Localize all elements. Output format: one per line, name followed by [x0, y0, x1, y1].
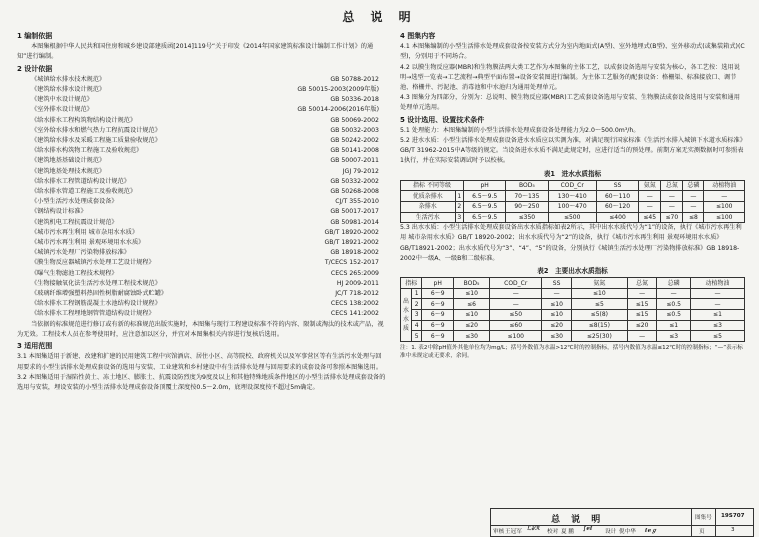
- table2-row-number: 1: [412, 288, 422, 299]
- section-4-heading: 4 图集内容: [400, 32, 436, 40]
- page-title: 总 说 明: [342, 10, 417, 24]
- table2-row: [401, 310, 745, 321]
- table2-header: pH: [422, 278, 454, 289]
- standard-name: 《玻璃纤维增强塑料热固性树脂耐腐蚀卧式贮罐》: [31, 290, 168, 298]
- standard-code: GB 50015-2003(2009年版): [297, 86, 379, 94]
- table2-cell: —: [490, 299, 542, 310]
- table2-header: BOD₅: [453, 278, 489, 289]
- section-2-note: 当依据的标准规范进行修订或有新的标准规范出版实施时，本图集与现行工程建设标准不符的内容、限制或淘汰的技术或产品，视为无效。工程技术人员在参考使用时，应注意加以区分，并宜对本图集相关内容进行复核后选用。: [17, 320, 384, 338]
- table1-corner: [401, 180, 464, 191]
- table1-cell: ≤400: [596, 212, 638, 223]
- review-label: 审核: [493, 529, 505, 535]
- table1-cell: —: [683, 191, 704, 202]
- standard-item: [17, 116, 387, 126]
- standard-code: T/CECS 152-2017: [324, 259, 379, 267]
- table2-cell: ≤25(30): [571, 331, 627, 342]
- table1-row-number: 3: [455, 212, 463, 223]
- table1-header: SS: [596, 180, 638, 191]
- atlas-no: 19S707: [721, 513, 745, 519]
- standard-name: 《给水排水管道工程施工及验收规范》: [31, 188, 137, 196]
- reviewer-name: 王冠军: [505, 529, 522, 535]
- table1-header: pH: [464, 180, 506, 191]
- table1-inlet-quality: [400, 180, 745, 223]
- table2-corner: 指标: [401, 278, 422, 289]
- table2-row: [401, 331, 745, 342]
- standard-name: 《给水排水工程钢筋混凝土水池结构设计规程》: [31, 300, 161, 308]
- standard-name: 《城市污水再生利用 城市杂用水水质》: [31, 228, 139, 236]
- standard-name: 《室外排水设计规范》: [31, 106, 93, 114]
- standard-code: GB 50014-2006(2016年版): [297, 106, 379, 114]
- standard-name: 《给水排水构筑物工程施工及验收规范》: [31, 147, 143, 155]
- standard-item: [17, 156, 387, 166]
- standard-item: [17, 187, 387, 197]
- table2-cell: ≤10: [542, 299, 571, 310]
- table2-cell: ≤1: [657, 320, 691, 331]
- standard-name: 《膜生物反应器城镇污水处理工艺设计规程》: [31, 259, 155, 267]
- table2-header: 氨氮: [571, 278, 627, 289]
- table1-cell: ≤350: [506, 212, 548, 223]
- table2-header: 动植物油: [690, 278, 744, 289]
- standard-code: GB 50017-2017: [330, 208, 379, 216]
- standard-item: [17, 279, 387, 289]
- standard-item: [17, 167, 387, 177]
- standard-item: [17, 105, 387, 115]
- standard-code: GB 50032-2003: [330, 126, 379, 134]
- table1-cell: 100～470: [548, 202, 596, 213]
- standard-name: 《小型生活污水处理成套设备》: [31, 198, 118, 206]
- standard-code: GB 50268-2008: [330, 188, 379, 196]
- table1-cell: ≤100: [704, 212, 745, 223]
- table2-row: [401, 299, 745, 310]
- standard-item: [17, 126, 387, 136]
- page-number: 3: [731, 527, 735, 533]
- table1-row: [401, 191, 745, 202]
- table2-cell: ≤15: [627, 310, 656, 321]
- table2-header: 总磷: [657, 278, 691, 289]
- designer-signature: ℓℯℊ: [645, 528, 657, 534]
- standard-code: GB 50242-2002: [330, 137, 379, 145]
- standard-item: [17, 218, 387, 228]
- section-4-1: 4.1 本图集编制的小型生活排水处理成套设备按安装方式分为室内地面式(A型)、室外地埋式(B型)、室外移动式(或集装箱式)(C型)，分别用于不同场合。: [400, 43, 745, 61]
- table1-header: COD_Cr: [548, 180, 596, 191]
- table2-header-row: [401, 278, 745, 289]
- section-3-heading: 3 适用范围: [17, 342, 53, 351]
- standard-item: [17, 85, 387, 95]
- standard-item: [17, 207, 387, 217]
- table2-cell: —: [690, 299, 744, 310]
- standard-name: 《给水排水工程管道结构设计规范》: [31, 177, 130, 185]
- table2-cell: ≤3: [657, 331, 691, 342]
- standard-code: GB 50981-2014: [330, 218, 379, 226]
- table1-row: [401, 202, 745, 213]
- table2-row-number: 3: [412, 310, 422, 321]
- standard-code: GB/T 18920-2002: [324, 228, 379, 236]
- standard-name: 《城市污水再生利用 景观环境用水水质》: [31, 239, 145, 247]
- table1-corner-bottom: 不同等级: [426, 182, 451, 190]
- standard-code: CECS 265:2009: [330, 269, 379, 277]
- standard-name: 《城镇污水处理厂污染物排放标准》: [31, 249, 130, 257]
- table2-cell: ≤10: [453, 310, 489, 321]
- standard-name: 《建筑给水排水及采暖工程施工质量验收规范》: [31, 137, 161, 145]
- design-label: 设计: [605, 529, 617, 535]
- table1-cell: 130～410: [548, 191, 596, 202]
- standard-code: GB 18918-2002: [330, 249, 379, 257]
- table1-header-row: [401, 180, 745, 191]
- table2-cell: ≤5(8): [571, 310, 627, 321]
- table2-cell: 6～9: [422, 288, 454, 299]
- standard-name: 《钢结构设计标准》: [31, 208, 87, 216]
- standard-item: [17, 197, 387, 207]
- table2-cell: ≤30: [542, 331, 571, 342]
- table2-header: COD_Cr: [490, 278, 542, 289]
- table2-cell: ≤20: [542, 320, 571, 331]
- standard-item: [17, 309, 387, 319]
- table1-cell: ≤70: [661, 212, 683, 223]
- standard-name: 《室外给水排水和燃气热力工程抗震设计规范》: [31, 126, 161, 134]
- table1-cell: 70～135: [506, 191, 548, 202]
- table1-cell: ≤500: [548, 212, 596, 223]
- table1-header: 总磷: [683, 180, 704, 191]
- table2-cell: ≤5: [690, 331, 744, 342]
- standard-name: 《建筑中水设计规范》: [31, 96, 93, 104]
- table1-cell: —: [639, 191, 661, 202]
- table2-cell: ≤1: [690, 310, 744, 321]
- section-3-2: 3.2 本图集适用于湿陷性黄土、冻土地区、膨胀土、抗震设防烈度为9度及以上和其他特殊地质条件地区的小型生活排水处理成套设备的选用与安装，埋设安装的小型生活排水处理成套设备顶覆土深度按0.5～2.0m，底埋设深度按不超过5m确定。: [17, 373, 386, 391]
- standard-name: 《城镇给水排水技术规范》: [31, 75, 106, 83]
- table2-cell: ≤60: [490, 320, 542, 331]
- table2-cell: —: [657, 288, 691, 299]
- table1-cell: —: [661, 202, 683, 213]
- table1-cell: —: [661, 191, 683, 202]
- table1-cell: 6.5～9.5: [464, 202, 506, 213]
- table2-outlet-quality: [400, 277, 745, 342]
- standard-name: 《建筑给水排水设计规范》: [31, 86, 106, 94]
- section-4-2: 4.2 以膜生物反应器(MBR)和生物膜法两大类工艺作为本图集的主体工艺，以成套设备选用与安装为核心，各工艺按：选用说明→选型一览表→工艺流程→典型平面布置→设备安装图进行编制。为主体工艺服务的配套设备：格栅渠、标准接放口、调节池、格栅井、污泥池、消毒池和中水池归为通用处理单元。: [400, 63, 740, 92]
- table2-cell: ≤5: [571, 299, 627, 310]
- standard-name: 《给水排水工程埋地钢管管道结构设计规程》: [31, 310, 155, 318]
- standard-code: HJ 2009-2011: [336, 279, 379, 287]
- table2-note: 注：1. 表2中除pH值外其他单位均为mg/L；括号外数值为水温>12℃时的控制指标，括号内数值为水温≤12℃时的控制指标；“—”表示标准中未规定或无要求，余同。: [400, 344, 743, 360]
- right-column: [400, 30, 745, 361]
- table1-header: 总氮: [661, 180, 683, 191]
- table2-header: SS: [542, 278, 571, 289]
- table2-side-label: 出水水质: [401, 288, 412, 341]
- table2-cell: ≤0.5: [657, 310, 691, 321]
- table2-cell: ≤20: [627, 320, 656, 331]
- table1-cell: 90～250: [506, 202, 548, 213]
- title-block-top-row: [491, 509, 753, 526]
- table2-cell: ≤8(15): [571, 320, 627, 331]
- designer-name: 倪中华: [619, 529, 636, 535]
- table2-cell: ≤6: [453, 299, 489, 310]
- page-label: 页: [699, 529, 705, 535]
- table1-cell: ≤100: [704, 202, 745, 213]
- section-5-heading: 5 设计选用、设置技术条件: [400, 115, 485, 124]
- standard-item: [17, 228, 387, 238]
- table2-cell: —: [627, 331, 656, 342]
- table1-cell: 6.5～9.5: [464, 212, 506, 223]
- table1-header: 动植物油: [704, 180, 745, 191]
- checker-signature: ∫ℯℓ: [583, 526, 593, 532]
- title-block-divider: [691, 525, 692, 536]
- section-1-text: 本图集根据中华人民共和国住房和城乡建设部建质函[2014]119号“关于印发《2014年国家建筑标准设计编制工作计划》的通知”进行编制。: [17, 43, 374, 61]
- table2-cell: ≤20: [453, 320, 489, 331]
- standard-code: JGJ 79-2012: [342, 167, 379, 175]
- table2-cell: ≤100: [490, 331, 542, 342]
- table2-body: [401, 288, 745, 341]
- table1-header: BOD₅: [506, 180, 548, 191]
- table1-cell: ≤45: [639, 212, 661, 223]
- standard-code: GB 50332-2002: [330, 177, 379, 185]
- section-2-heading: 2 设计依据: [17, 64, 53, 73]
- table1-row-name: 杂排水: [401, 202, 456, 213]
- table2-row-number: 5: [412, 331, 422, 342]
- table1-cell: 60～110: [596, 191, 638, 202]
- table2-header: 总氮: [627, 278, 656, 289]
- standard-code: GB 50788-2012: [330, 75, 379, 83]
- title-block-divider: [691, 509, 692, 525]
- table2-row: [401, 288, 745, 299]
- table2-row-number: 4: [412, 320, 422, 331]
- standard-item: [17, 248, 387, 258]
- atlas-no-label: 图集号: [695, 515, 712, 521]
- table1-row: [401, 212, 745, 223]
- table2-cell: ≤10: [453, 288, 489, 299]
- standard-code: JC/T 718-2012: [335, 290, 379, 298]
- table1-body: [401, 191, 745, 223]
- standard-item: [17, 258, 387, 268]
- table1-row-name: 生活污水: [401, 212, 456, 223]
- standard-item: [17, 289, 387, 299]
- table2-cell: —: [542, 288, 571, 299]
- standard-name: 《建筑机电工程抗震设计规范》: [31, 218, 118, 226]
- table1-corner-top: 指标: [413, 182, 426, 190]
- standard-code: GB 50007-2011: [330, 157, 379, 165]
- standard-name: 《建筑地基基础设计规范》: [31, 157, 106, 165]
- table1-cell: —: [639, 202, 661, 213]
- table2-cell: ≤10: [571, 288, 627, 299]
- table2-cell: —: [690, 288, 744, 299]
- reviewer-signature: ℒ∂ℛ: [527, 526, 541, 532]
- table2-cell: ≤0.5: [657, 299, 691, 310]
- table2-cell: —: [627, 288, 656, 299]
- standard-code: CECS 138:2002: [330, 300, 379, 308]
- title-block-title: 总 说 明: [551, 515, 605, 525]
- table2-cell: ≤15: [627, 299, 656, 310]
- table2-cell: 6～9: [422, 320, 454, 331]
- standard-item: [17, 136, 387, 146]
- table1-cell: ≤8: [683, 212, 704, 223]
- standard-name: 《曝气生物滤池工程技术规程》: [31, 269, 118, 277]
- standard-name: 《给水排水工程构筑物结构设计规范》: [31, 116, 137, 124]
- table1-cell: —: [704, 191, 745, 202]
- section-5-3: 5.3 出水水质：小型生活排水处理成套设备出水水质指标如表2所示，其中出水水质代号为“1”的设备，执行《城市污水再生利用 城市杂用水水质》GB/T 18920-2002；出水水质代号为“2”的设备，执行《城市污水再生利用 景观环境用水水质》GB/T18921-2002；出水水质代号为“3”、“4”、“5”的设备，分别执行《城镇生活污水处理厂污染物排放标准》GB 18918-2002中一级A、一级B和二级标准。: [400, 224, 742, 262]
- table2-cell: ≤30: [453, 331, 489, 342]
- standard-item: [17, 95, 387, 105]
- table1-cell: 6.5～9.5: [464, 191, 506, 202]
- checker-name: 夏 鹏: [561, 529, 574, 535]
- table2-cell: ≤50: [490, 310, 542, 321]
- standard-item: [17, 299, 387, 309]
- title-block-divider: [715, 525, 716, 536]
- title-block: [490, 508, 754, 537]
- table2-cell: 6～9: [422, 331, 454, 342]
- table2-cell: ≤10: [542, 310, 571, 321]
- table1-caption: 表1 进水水质指标: [543, 169, 602, 178]
- standard-name: 《生物接触氧化法生活污水处理工程技术规范》: [31, 279, 161, 287]
- table1-cell: 60～120: [596, 202, 638, 213]
- section-4-3: 4.3 图集分为四部分，分别为：总说明、膜生物反应器(MBR)工艺成套设备选用与安装、生物膜法成套设备选用与安装和通用处理单元选用。: [400, 94, 740, 112]
- standard-item: [17, 238, 387, 248]
- standards-list: [17, 75, 387, 320]
- table1-row-number: 1: [455, 191, 463, 202]
- standard-item: [17, 146, 387, 156]
- table2-cell: ≤3: [690, 320, 744, 331]
- table2-caption: 表2 主要出水水质指标: [537, 267, 608, 276]
- table1-row-name: 优质杂排水: [401, 191, 456, 202]
- section-5-1: 5.1 处理能力：本图集编制的小型生活排水处理成套设备处理能力为2.0～500.0m³/h。: [400, 126, 640, 134]
- standard-item: [17, 269, 387, 279]
- title-block-divider: [715, 509, 716, 525]
- standard-code: GB 50141-2008: [330, 147, 379, 155]
- table2-row: [401, 320, 745, 331]
- table2-row-number: 2: [412, 299, 422, 310]
- table1-cell: —: [683, 202, 704, 213]
- standard-item: [17, 75, 387, 85]
- standard-code: CECS 141:2002: [330, 310, 379, 318]
- table1-header: 氨氮: [639, 180, 661, 191]
- standard-code: GB 50069-2002: [330, 116, 379, 124]
- check-label: 校对: [547, 529, 559, 535]
- standard-code: CJ/T 355-2010: [335, 198, 379, 206]
- left-column: [17, 30, 387, 393]
- table2-cell: 6～9: [422, 310, 454, 321]
- table2-cell: 6～9: [422, 299, 454, 310]
- table1-row-number: 2: [455, 202, 463, 213]
- table2-cell: —: [490, 288, 542, 299]
- standard-code: GB 50336-2018: [330, 96, 379, 104]
- section-3-1: 3.1 本图集适用于新建、改建和扩建的民用建筑工程中宾馆酒店、居住小区、高等院校、政府机关以及军事营区等有生活污水处理与回用要求的小型生活排水处理成套设备的选用与安装、工业建筑和乡村建设中有生活排水处理与回用要求的成套设备可参照本图集选用。: [17, 353, 383, 371]
- section-5-2: 5.2 进水水质：小型生活排水处理成套设备进水水质应以实测为准，对满足现行国家标准《生活污水排入城镇下水道水质标准》GB/T 31962-2015中A等级的规定。当设备进水水质不满足此规定时，应进行适当的预处理。前期方案无实测数据时可参照表1执行，并在实际安装调试时予以校核。: [400, 137, 744, 165]
- standard-name: 《建筑地基处理技术规范》: [31, 167, 106, 175]
- section-1-heading: 1 编制依据: [17, 32, 53, 40]
- standard-code: GB/T 18921-2002: [324, 239, 379, 247]
- standard-item: [17, 177, 387, 187]
